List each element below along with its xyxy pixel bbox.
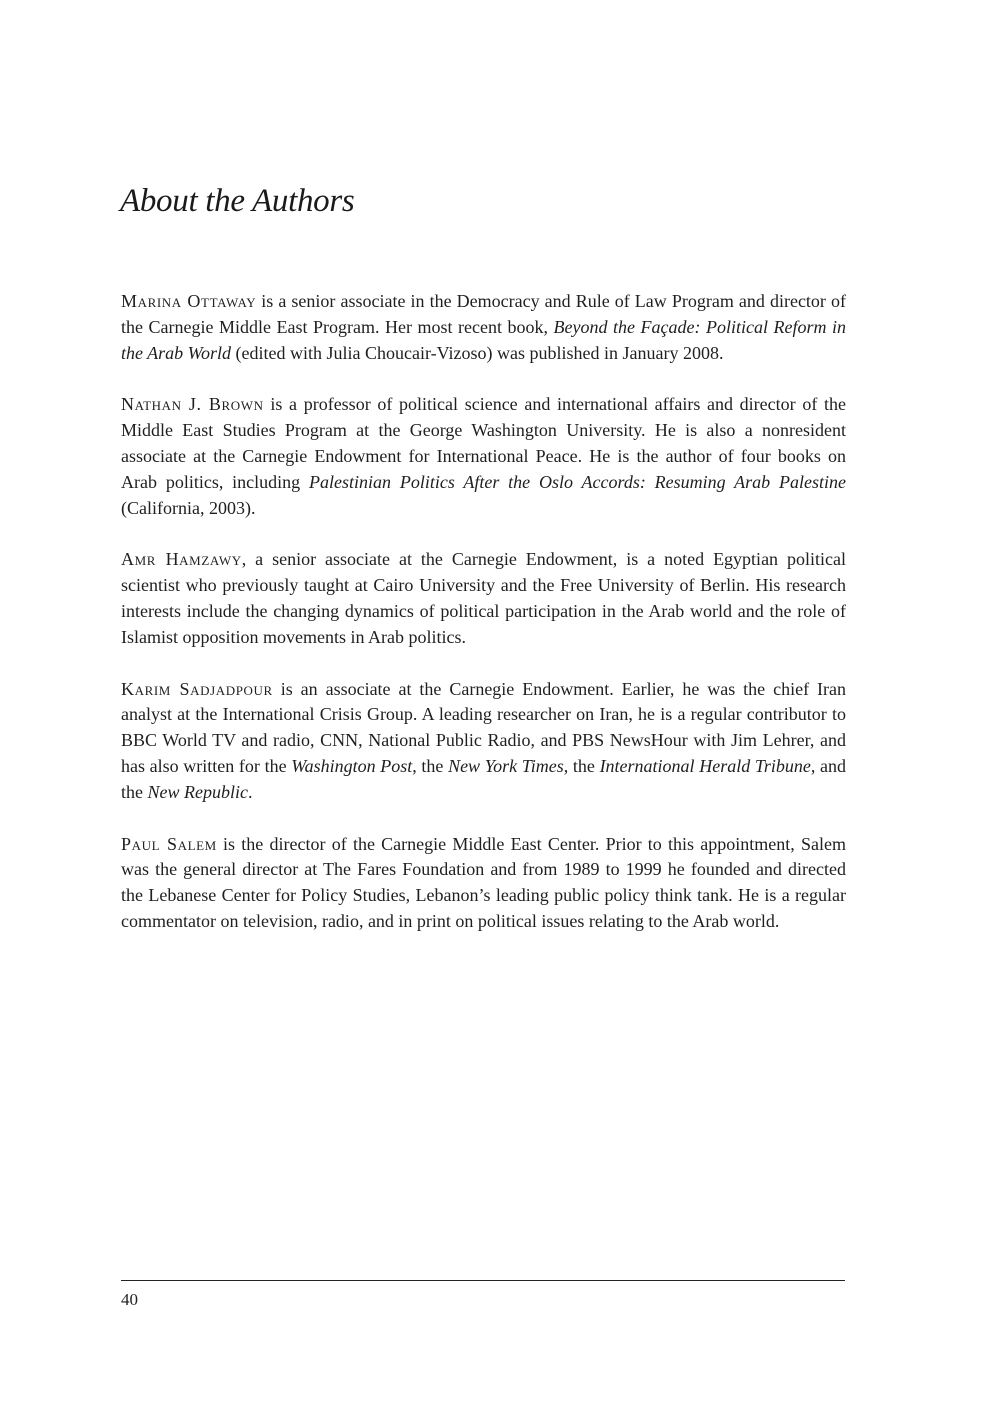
publication-title: International Herald Tribune [599, 755, 811, 776]
author-name: Karim Sadjadpour [121, 678, 273, 699]
book-title: Palestinian Politics After the Oslo Accords: Resuming Arab Palestine [309, 471, 846, 492]
author-name: Marina Ottaway [121, 291, 257, 311]
bio-text: , and the [121, 755, 847, 802]
page-title: About the Authors [120, 183, 355, 219]
bio-text: , a senior associate at the Carnegie Endowment, is a noted Egyptian political scientist who previously taught at Cairo University and the Free University of Berlin. His research interests include the changing dynamics of political participation in the Arab world and the role of Islamist opposition movements in Arab politics. [121, 549, 846, 647]
bio-text: is a senior associate in the Democracy and Rule of Law Program and director of the Carnegie Middle East Program. Her most recent book, [121, 291, 846, 337]
bio-text: is an associate at the Carnegie Endowment. Earlier, he was the chief Iran analyst at the International Crisis Group. A leading researcher on Iran, he is a regular contributor to BBC World TV and radio, CNN, National Public Radio, and PBS NewsHour with Jim Lehrer, and has also written for the [121, 678, 846, 776]
bio-text: , the [563, 755, 600, 776]
bio-text: is the director of the Carnegie Middle East Center. Prior to this appointment, Salem was the general director at The Fares Foundation and from 1989 to 1999 he founded and directed the Lebanese Center for Policy Studies, Lebanon’s leading public policy think tank. He is a regular commentator on television, radio, and in print on political issues relating to the Arab world. [121, 833, 846, 931]
footer-rule [121, 1280, 845, 1281]
author-bios [121, 289, 846, 961]
bio-text: . [247, 781, 253, 802]
book-title: Beyond the Façade: Political Reform in the Arab World [121, 316, 846, 363]
bio-text: (California, 2003). [121, 497, 256, 518]
author-name: Paul Salem [121, 833, 217, 854]
publication-title: Washington Post [291, 755, 413, 776]
bio-nathan-brown [121, 392, 846, 521]
publication-title: New Republic [147, 781, 248, 802]
bio-text: (edited with Julia Choucair-Vizoso) was published in January 2008. [231, 342, 724, 363]
bio-amr-hamzawy [121, 547, 846, 650]
bio-paul-salem [121, 832, 846, 935]
bio-marina-ottaway [121, 289, 846, 366]
publication-title: New York Times [448, 755, 564, 776]
bio-karim-sadjadpour [121, 677, 846, 806]
author-name: Nathan J. Brown [121, 394, 264, 415]
page-number: 40 [121, 1290, 138, 1309]
bio-text: is a professor of political science and international affairs and director of the Middle East Studies Program at the George Washington University. He is also a nonresident associate at the Carnegie Endowment for International Peace. He is the author of four books on Arab politics, including [121, 394, 846, 492]
author-name: Amr Hamzawy [121, 549, 242, 570]
bio-text: , the [412, 755, 449, 776]
